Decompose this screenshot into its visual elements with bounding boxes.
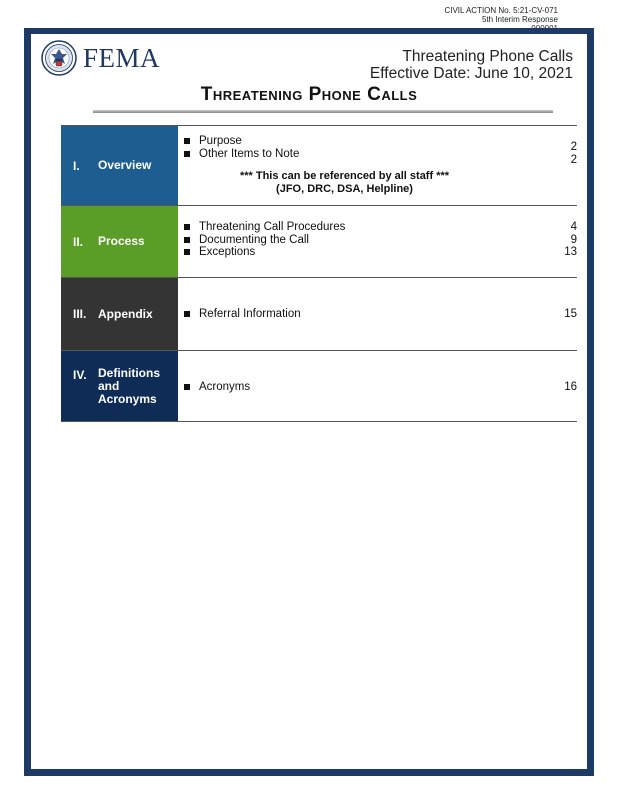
section-body [178,126,577,205]
toc-item[interactable] [184,234,577,247]
toc-item-label: Purpose [199,135,242,148]
toc-item[interactable] [184,246,577,259]
section-name-line-1: Definitions [98,365,160,380]
page-frame [24,28,594,776]
header-title: Threatening Phone Calls [402,48,573,65]
toc-item-label: Other Items to Note [199,147,300,160]
toc-item[interactable] [184,221,577,234]
stamp-line-3: 000001 [531,24,558,33]
toc-item[interactable] [184,381,577,394]
section-name-line-2: and [98,378,120,393]
bullet-square-icon [184,237,190,243]
table-of-contents [61,125,577,422]
toc-section-appendix [61,277,577,350]
header-effective-date: Effective Date: June 10, 2021 [369,65,573,82]
fema-logo [41,40,160,76]
toc-section-overview [61,125,577,205]
bullet-square-icon [184,138,190,144]
stamp-line-1: CIVIL ACTION No. 5:21-CV-071 [444,6,558,15]
section-number: II. [73,234,84,249]
section-name: Overview [98,158,152,172]
bullet-square-icon [184,311,190,317]
toc-item-page: 15 [564,308,577,321]
toc-item[interactable] [184,147,577,166]
toc-item-label: Exceptions [199,246,256,259]
section-label [61,278,178,350]
toc-item-label: Threatening Call Procedures [199,221,346,234]
section-name-line-3: Acronyms [98,391,157,406]
toc-section-definitions [61,350,577,422]
dhs-seal-icon [41,40,77,76]
toc-item-label: Documenting the Call [199,233,309,246]
toc-item-page: 16 [564,381,577,394]
page-title: Threatening Phone Calls [200,84,418,105]
bullet-square-icon [184,249,190,255]
bullet-square-icon [184,151,190,157]
section-body [178,351,577,421]
section-name: Process [98,234,145,248]
bullet-square-icon [184,224,190,230]
fema-wordmark: FEMA [83,42,161,73]
staff-note-line-1: *** This can be referenced by all staff *** [239,170,450,182]
bullet-square-icon [184,384,190,390]
toc-item-page: 2 [570,153,577,166]
section-body [178,206,577,277]
toc-item-label: Referral Information [199,308,301,321]
section-body [178,278,577,350]
toc-item-page: 9 [570,233,577,246]
section-label [61,126,178,205]
title-divider [93,110,553,113]
toc-item-label: Acronyms [199,381,251,394]
section-label [61,351,178,421]
staff-note [184,170,577,196]
toc-section-process [61,205,577,277]
toc-item-page: 4 [570,221,577,234]
section-name: Appendix [98,306,153,321]
toc-item[interactable] [184,308,577,321]
section-number: I. [73,158,80,173]
section-label [61,206,178,277]
toc-item-page: 13 [564,246,577,259]
toc-item-page: 2 [570,141,577,154]
section-number: IV. [73,368,87,382]
header-block [370,48,573,82]
stamp-line-2: 5th Interim Response [481,15,558,24]
section-number: III. [73,307,87,321]
staff-note-line-2: (JFO, DRC, DSA, Helpline) [276,183,413,195]
section-name [98,367,160,406]
